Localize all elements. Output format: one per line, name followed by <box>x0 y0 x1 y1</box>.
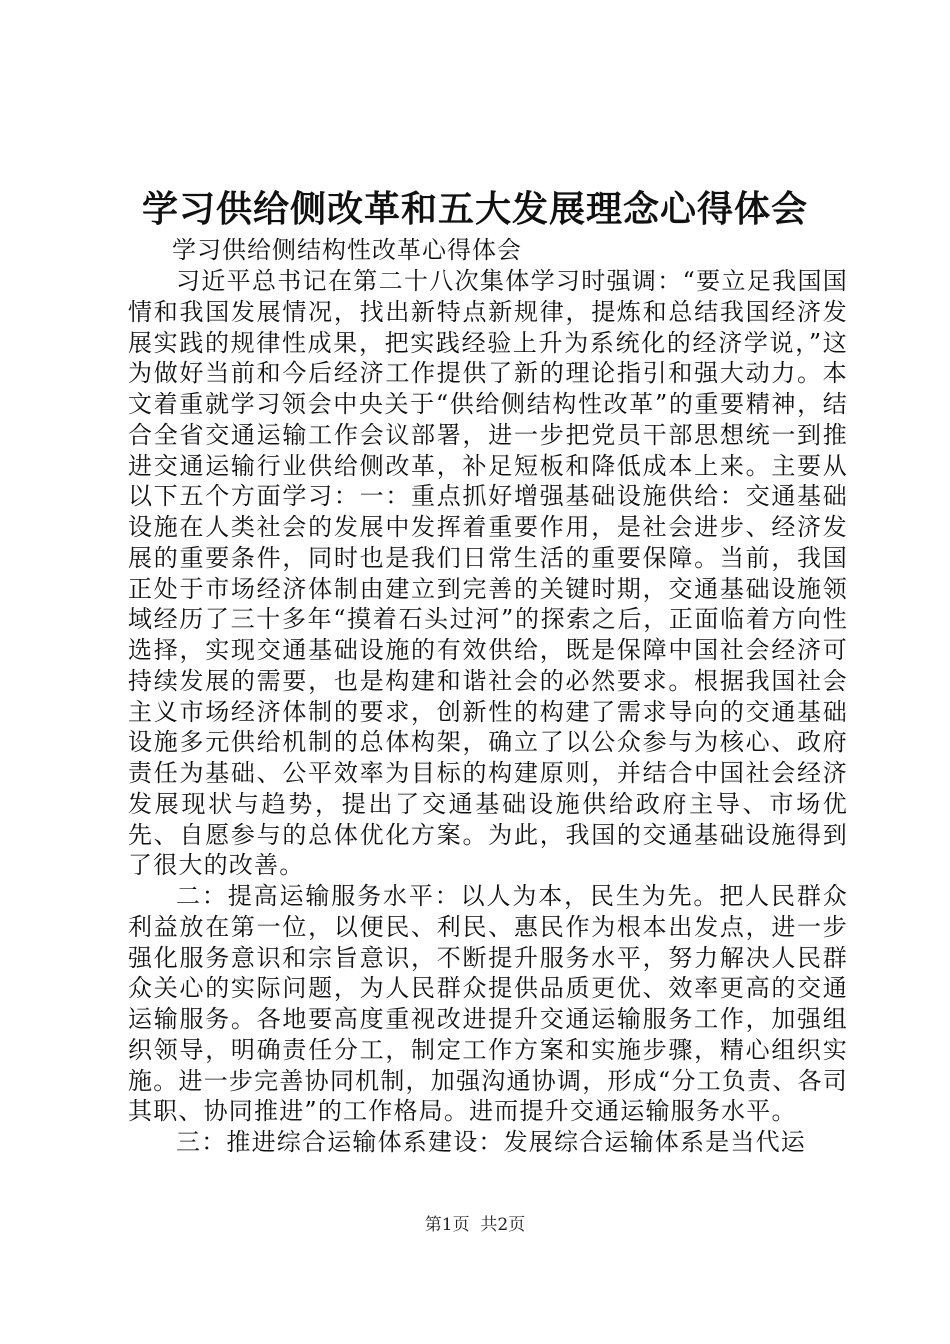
document-body <box>128 235 848 1158</box>
document-title: 学习供给侧改革和五大发展理念心得体会 <box>141 188 808 230</box>
page-footer <box>0 1214 950 1236</box>
paragraph-2: 二：提高运输服务水平：以人为本，民生为先。把人民群众利益放在第一位，以便民、利民、惠民作为根本出发点，进一步强化服务意识和宗旨意识，不断提升服务水平，努力解决人民群众关心的实际问题，为人民群众提供品质更优、效率更高的交通运输服务。各地要高度重视改进提升交通运输服务工作，加强组织领导，明确责任分工，制定工作方案和实施步骤，精心组织实施。进一步完善协同机制，加强沟通协调，形成“分工负责、各司其职、协同推进”的工作格局。进而提升交通运输服务水平。 <box>128 882 848 1126</box>
document-subtitle: 学习供给侧结构性改革心得体会 <box>172 236 522 264</box>
paragraph-3: 三：推进综合运输体系建设：发展综合运输体系是当代运 <box>176 1128 806 1156</box>
page-number: 第1页 <box>424 1215 470 1235</box>
paragraph-1: 习近平总书记在第二十八次集体学习时强调：“要立足我国国情和我国发展情况，找出新特点新规律，提炼和总结我国经济发展实践的规律性成果，把实践经验上升为系统化的经济学说，”这为做好当前和今后经济工作提供了新的理论指引和强大动力。本文着重就学习领会中央关于“供给侧结构性改革”的重要精神，结合全省交通运输工作会议部署，进一步把党员干部思想统一到推进交通运输行业供给侧改革，补足短板和降低成本上来。主要从以下五个方面学习：一：重点抓好增强基础设施供给：交通基础设施在人类社会的发展中发挥着重要作用，是社会进步、经济发展的重要条件，同时也是我们日常生活的重要保障。当前，我国正处于市场经济体制由建立到完善的关键时期，交通基础设施领域经历了三十多年“摸着石头过河”的探索之后，正面临着方向性选择，实现交通基础设施的有效供给，既是保障中国社会经济可持续发展的需要，也是构建和谐社会的必然要求。根据我国社会主义市场经济体制的要求，创新性的构建了需求导向的交通基础设施多元供给机制的总体构架，确立了以公众参与为核心、政府责任为基础、公平效率为目标的构建原则，并结合中国社会经济发展现状与趋势，提出了交通基础设施供给政府主导、市场优先、自愿参与的总体优化方案。为此，我国的交通基础设施得到了很大的改善。 <box>128 267 848 880</box>
page-total: 共2页 <box>480 1215 526 1235</box>
